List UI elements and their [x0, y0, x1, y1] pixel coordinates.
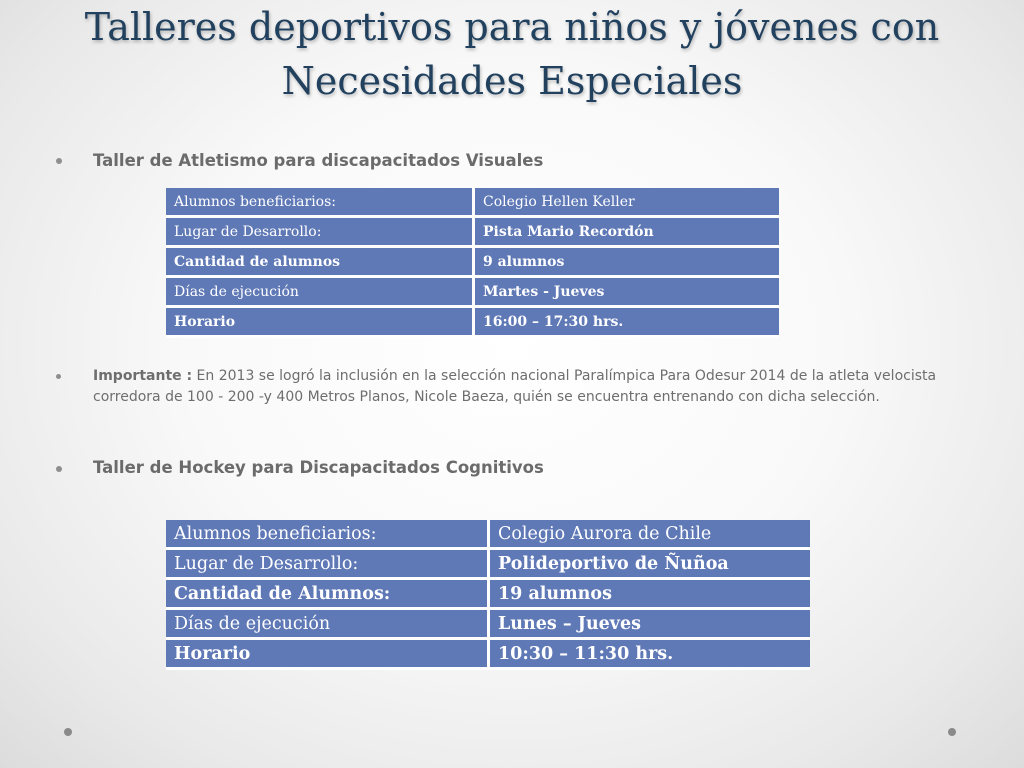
table-cell-label: Alumnos beneficiarios:	[166, 188, 475, 218]
table-cell-value: Lunes – Jueves	[490, 610, 810, 640]
bullet-dot	[56, 374, 61, 379]
table-cell-label: Lugar de Desarrollo:	[166, 218, 475, 248]
table-cell-label: Días de ejecución	[166, 278, 475, 308]
table-row	[166, 550, 810, 580]
corner-dot-left	[64, 728, 72, 736]
table-cell-value: 16:00 – 17:30 hrs.	[475, 308, 779, 338]
table-row	[166, 248, 779, 278]
table-cell-label: Horario	[166, 640, 490, 670]
corner-dot-right	[948, 728, 956, 736]
table-atletismo	[166, 188, 779, 338]
table-hockey	[166, 520, 810, 670]
table-cell-value: Polideportivo de Ñuñoa	[490, 550, 810, 580]
section-2-heading: Taller de Hockey para Discapacitados Cognitivos	[93, 458, 544, 477]
table-cell-value: 9 alumnos	[475, 248, 779, 278]
table-cell-value: Colegio Hellen Keller	[475, 188, 779, 218]
table-cell-label: Cantidad de alumnos	[166, 248, 475, 278]
table-row	[166, 308, 779, 338]
table-cell-value: Martes - Jueves	[475, 278, 779, 308]
important-label: Importante :	[93, 368, 193, 384]
table-cell-label: Lugar de Desarrollo:	[166, 550, 490, 580]
table-row	[166, 640, 810, 670]
slide-title: Talleres deportivos para niños y jóvenes con Necesidades Especiales	[84, 5, 940, 103]
important-text: En 2013 se logró la inclusión en la selección nacional Paralímpica Para Odesur 2014 de la atleta velocista corredora de 100 - 200 -y 400 Metros Planos, Nicole Baeza, quién se encuentra entrenando con dicha selección.	[93, 368, 937, 405]
table-row	[166, 520, 810, 550]
table-cell-value: Colegio Aurora de Chile	[490, 520, 810, 550]
table-cell-label: Días de ejecución	[166, 610, 490, 640]
bullet-dot	[56, 466, 62, 472]
table-row	[166, 278, 779, 308]
table-row	[166, 218, 779, 248]
bullet-dot	[56, 158, 62, 164]
table-row	[166, 580, 810, 610]
table-cell-value: Pista Mario Recordón	[475, 218, 779, 248]
bullet-important	[56, 366, 956, 432]
table-cell-label: Cantidad de Alumnos:	[166, 580, 490, 610]
section-1-heading: Taller de Atletismo para discapacitados Visuales	[93, 151, 544, 170]
table-cell-label: Horario	[166, 308, 475, 338]
table-cell-label: Alumnos beneficiarios:	[166, 520, 490, 550]
table-cell-value: 10:30 – 11:30 hrs.	[490, 640, 810, 670]
bullet-section-2	[56, 458, 956, 482]
bullet-section-1	[56, 151, 956, 175]
important-paragraph	[93, 366, 943, 408]
table-cell-value: 19 alumnos	[490, 580, 810, 610]
table-row	[166, 188, 779, 218]
table-row	[166, 610, 810, 640]
